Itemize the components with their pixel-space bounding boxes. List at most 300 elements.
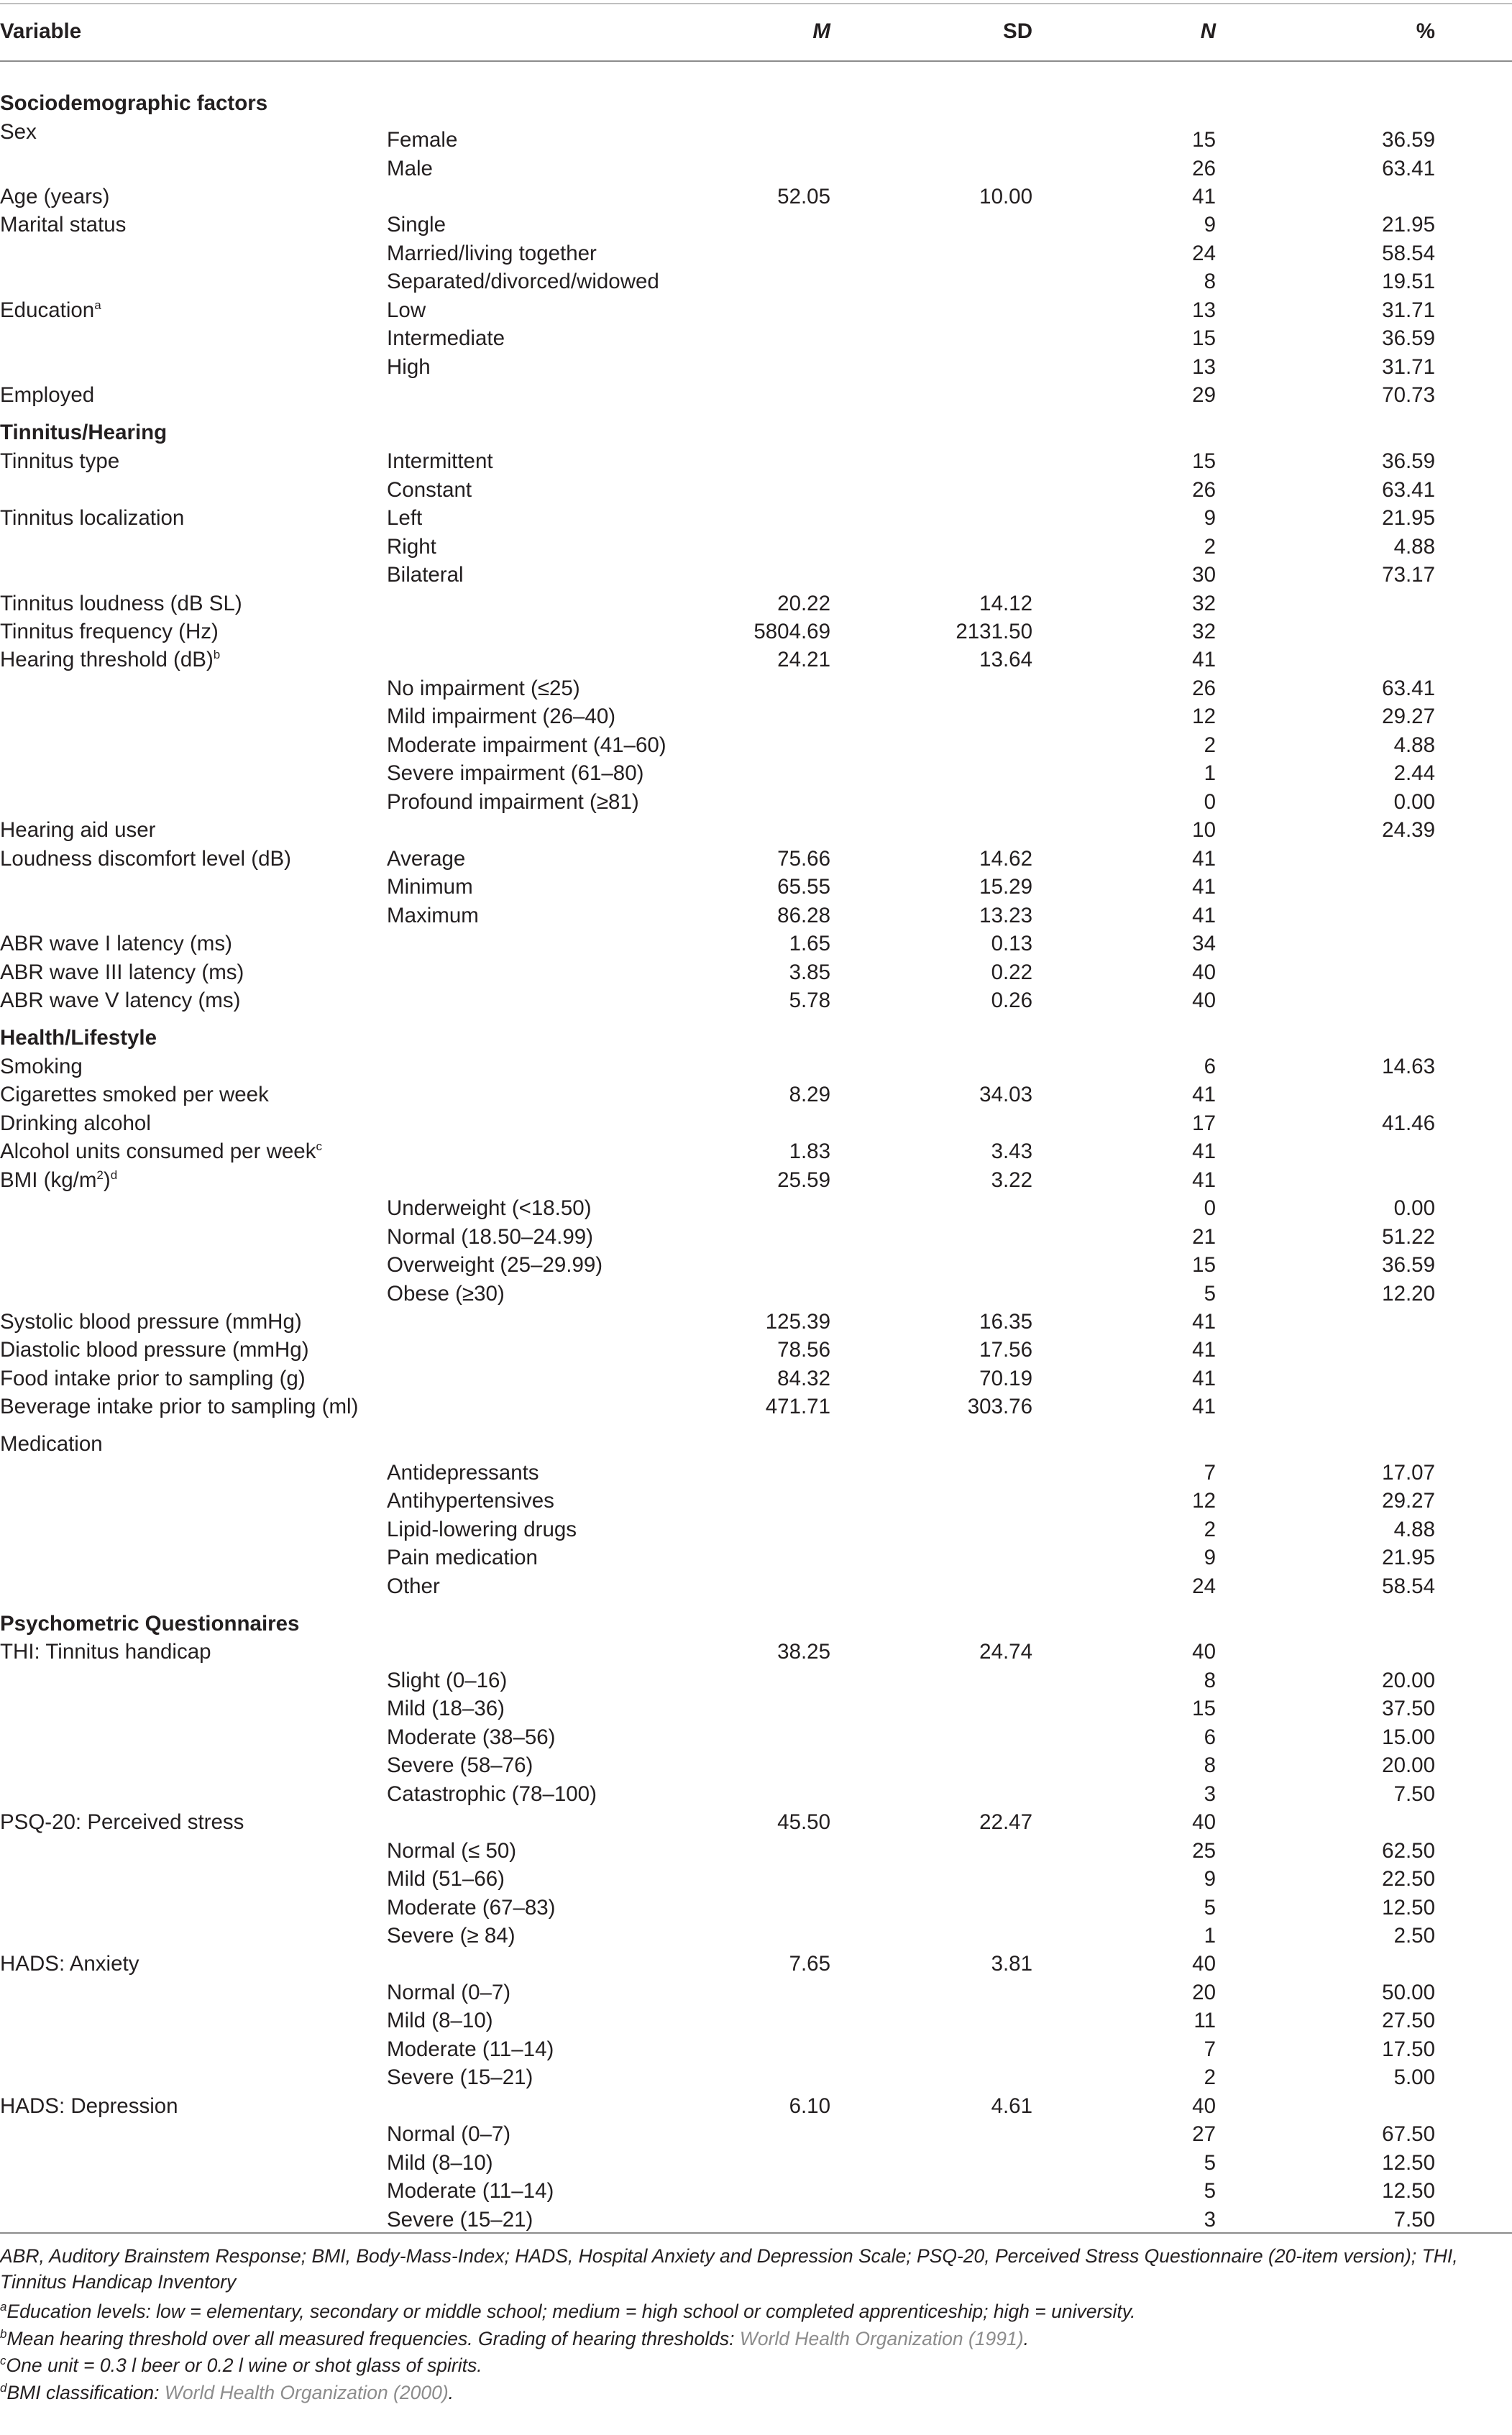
footnote-b-text: Mean hearing threshold over all measured frequencies. Grading of hearing thresholds: bbox=[6, 2328, 740, 2349]
table-row bbox=[0, 155, 1512, 183]
sd-cell: 15.29 bbox=[979, 875, 1032, 899]
table-row bbox=[0, 1695, 1512, 1723]
section-title bbox=[0, 89, 267, 118]
percent-cell: 12.50 bbox=[1382, 2151, 1435, 2175]
table-row bbox=[0, 1572, 1512, 1601]
variable-label: ABR wave V latency (ms) bbox=[0, 989, 241, 1012]
n-cell: 15 bbox=[1192, 1697, 1216, 1720]
variable-label: Hearing aid user bbox=[0, 818, 156, 842]
mean-cell: 1.65 bbox=[789, 932, 830, 955]
mean-cell: 8.29 bbox=[789, 1083, 830, 1106]
percent-cell: 62.50 bbox=[1382, 1839, 1435, 1863]
variable-cell bbox=[0, 1053, 83, 1081]
percent-cell: 58.54 bbox=[1382, 1574, 1435, 1598]
category-cell: Separated/divorced/widowed bbox=[387, 270, 659, 293]
table-row bbox=[0, 1922, 1512, 1950]
variable-cell bbox=[0, 1109, 151, 1138]
table-row bbox=[0, 1780, 1512, 1809]
table-row bbox=[0, 1950, 1512, 1978]
percent-cell: 12.20 bbox=[1382, 1282, 1435, 1306]
percent-cell: 4.88 bbox=[1393, 1518, 1435, 1541]
percent-cell: 36.59 bbox=[1382, 128, 1435, 152]
category-cell: Female bbox=[387, 128, 458, 152]
table-row bbox=[0, 2206, 1512, 2234]
n-cell: 40 bbox=[1192, 989, 1216, 1012]
category-cell: Average bbox=[387, 847, 466, 871]
header-rule bbox=[0, 60, 1512, 62]
header-n: N bbox=[1200, 19, 1216, 43]
n-cell: 41 bbox=[1192, 1395, 1216, 1418]
category-cell: Pain medication bbox=[387, 1546, 538, 1569]
n-cell: 41 bbox=[1192, 904, 1216, 927]
n-cell: 32 bbox=[1192, 592, 1216, 615]
percent-cell: 31.71 bbox=[1382, 355, 1435, 379]
n-cell: 7 bbox=[1204, 2037, 1216, 2061]
variable-cell bbox=[0, 816, 155, 845]
category-cell: Male bbox=[387, 157, 433, 180]
footnote-b-mark: b bbox=[0, 2327, 7, 2342]
table-row bbox=[0, 2063, 1512, 2092]
variable-label: Medication bbox=[0, 1432, 103, 1456]
table-row bbox=[0, 1751, 1512, 1780]
category-cell: Mild (51–66) bbox=[387, 1867, 505, 1891]
percent-cell: 20.00 bbox=[1382, 1669, 1435, 1692]
table-row bbox=[0, 1393, 1512, 1421]
table-row bbox=[0, 1894, 1512, 1922]
variable-label: HADS: Depression bbox=[0, 2094, 178, 2118]
n-cell: 41 bbox=[1192, 1367, 1216, 1390]
section-title bbox=[0, 1024, 157, 1053]
mean-cell: 6.10 bbox=[789, 2094, 830, 2118]
n-cell: 26 bbox=[1192, 677, 1216, 700]
table-row bbox=[0, 2177, 1512, 2206]
category-cell: Severe (15–21) bbox=[387, 2065, 533, 2089]
category-cell: Severe impairment (61–80) bbox=[387, 761, 644, 785]
footnote-d-mark: d bbox=[0, 2381, 7, 2395]
percent-cell: 0.00 bbox=[1393, 1196, 1435, 1220]
n-cell: 3 bbox=[1204, 1782, 1216, 1806]
mean-cell: 1.83 bbox=[789, 1139, 830, 1163]
table-row bbox=[0, 211, 1512, 239]
footnote-d-text: BMI classification: bbox=[6, 2382, 165, 2403]
percent-cell: 70.73 bbox=[1382, 383, 1435, 407]
category-cell: Moderate (11–14) bbox=[387, 2179, 554, 2203]
table-row bbox=[0, 731, 1512, 760]
table-row bbox=[0, 2007, 1512, 2035]
variable-label: Food intake prior to sampling (g) bbox=[0, 1367, 306, 1390]
category-cell: Other bbox=[387, 1574, 440, 1598]
variable-label-end: ) bbox=[103, 1168, 111, 1192]
category-cell: Maximum bbox=[387, 904, 479, 927]
variable-label: Tinnitus/Hearing bbox=[0, 421, 168, 444]
variable-label: Alcohol units consumed per week bbox=[0, 1139, 316, 1163]
n-cell: 15 bbox=[1192, 326, 1216, 350]
table-row bbox=[0, 1978, 1512, 2007]
table-row bbox=[0, 2120, 1512, 2149]
variable-cell bbox=[0, 296, 101, 325]
percent-cell: 29.27 bbox=[1382, 705, 1435, 728]
section-title bbox=[0, 418, 167, 447]
table-row bbox=[0, 759, 1512, 788]
table-row bbox=[0, 1865, 1512, 1894]
category-cell: No impairment (≤25) bbox=[387, 677, 580, 700]
n-cell: 13 bbox=[1192, 298, 1216, 322]
footnote-d bbox=[0, 2380, 1510, 2406]
table-row bbox=[0, 1166, 1512, 1195]
category-cell: Catastrophic (78–100) bbox=[387, 1782, 597, 1806]
variable-cell bbox=[0, 646, 220, 674]
table-top-rule bbox=[0, 3, 1512, 4]
n-cell: 8 bbox=[1204, 270, 1216, 293]
variable-cell bbox=[0, 1365, 306, 1393]
variable-label: Cigarettes smoked per week bbox=[0, 1083, 269, 1106]
n-cell: 13 bbox=[1192, 355, 1216, 379]
variable-cell bbox=[0, 1950, 139, 1978]
n-cell: 34 bbox=[1192, 932, 1216, 955]
n-cell: 0 bbox=[1204, 790, 1216, 814]
n-cell: 41 bbox=[1192, 1083, 1216, 1106]
table-row bbox=[0, 986, 1512, 1015]
variable-label: PSQ-20: Perceived stress bbox=[0, 1810, 244, 1834]
category-cell: Mild (8–10) bbox=[387, 2151, 493, 2175]
mean-cell: 24.21 bbox=[777, 648, 830, 671]
sd-cell: 303.76 bbox=[967, 1395, 1032, 1418]
category-cell: High bbox=[387, 355, 431, 379]
category-cell: Normal (≤ 50) bbox=[387, 1839, 517, 1863]
n-cell: 24 bbox=[1192, 242, 1216, 265]
percent-cell: 63.41 bbox=[1382, 157, 1435, 180]
section-title bbox=[0, 1610, 299, 1638]
percent-cell: 2.50 bbox=[1393, 1924, 1435, 1948]
percent-cell: 31.71 bbox=[1382, 298, 1435, 322]
sd-cell: 3.81 bbox=[991, 1952, 1032, 1976]
mean-cell: 5804.69 bbox=[753, 620, 830, 643]
percent-cell: 51.22 bbox=[1382, 1225, 1435, 1249]
table-row bbox=[0, 902, 1512, 930]
category-cell: Severe (15–21) bbox=[387, 2208, 533, 2232]
sd-cell: 0.22 bbox=[991, 960, 1032, 984]
header-mean: M bbox=[812, 19, 830, 43]
table-row bbox=[0, 2149, 1512, 2178]
variable-cell bbox=[0, 1308, 302, 1336]
variable-label: ABR wave III latency (ms) bbox=[0, 960, 244, 984]
percent-cell: 37.50 bbox=[1382, 1697, 1435, 1720]
sd-cell: 0.13 bbox=[991, 932, 1032, 955]
variable-label: Tinnitus type bbox=[0, 449, 120, 473]
table-row bbox=[0, 1430, 1512, 1459]
variable-label: Psychometric Questionnaires bbox=[0, 1612, 300, 1636]
percent-cell: 21.95 bbox=[1382, 1546, 1435, 1569]
n-cell: 29 bbox=[1192, 383, 1216, 407]
table-row bbox=[0, 561, 1512, 590]
header-sd: SD bbox=[1003, 19, 1032, 43]
variable-label: Age (years) bbox=[0, 185, 110, 208]
footnote-c bbox=[0, 2352, 1510, 2378]
footnote-b-end: . bbox=[1023, 2328, 1029, 2349]
n-cell: 17 bbox=[1192, 1111, 1216, 1135]
table-row bbox=[0, 1837, 1512, 1866]
percent-cell: 0.00 bbox=[1393, 790, 1435, 814]
sd-cell: 13.23 bbox=[979, 904, 1032, 927]
n-cell: 2 bbox=[1204, 535, 1216, 559]
table-row bbox=[0, 1544, 1512, 1572]
table-row bbox=[0, 702, 1512, 731]
percent-cell: 5.00 bbox=[1393, 2065, 1435, 2089]
category-cell: Antihypertensives bbox=[387, 1489, 554, 1513]
n-cell: 26 bbox=[1192, 157, 1216, 180]
variable-cell bbox=[0, 590, 242, 618]
category-cell: Obese (≥30) bbox=[387, 1282, 505, 1306]
table-row bbox=[0, 447, 1512, 476]
n-cell: 41 bbox=[1192, 847, 1216, 871]
n-cell: 11 bbox=[1193, 2009, 1216, 2032]
footnote-b-reference-link[interactable]: World Health Organization (1991) bbox=[739, 2328, 1024, 2349]
n-cell: 9 bbox=[1204, 506, 1216, 530]
n-cell: 20 bbox=[1192, 1981, 1216, 2004]
n-cell: 40 bbox=[1192, 1810, 1216, 1834]
mean-cell: 25.59 bbox=[777, 1168, 830, 1192]
footnote-a-mark: a bbox=[0, 2300, 7, 2314]
variable-label: Employed bbox=[0, 383, 95, 407]
n-cell: 15 bbox=[1192, 1253, 1216, 1277]
percent-cell: 50.00 bbox=[1382, 1981, 1435, 2004]
percent-cell: 14.63 bbox=[1382, 1055, 1435, 1078]
table-row bbox=[0, 674, 1512, 703]
section-header-row bbox=[0, 89, 1512, 118]
sd-cell: 3.22 bbox=[991, 1168, 1032, 1192]
sd-cell: 22.47 bbox=[979, 1810, 1032, 1834]
table-row bbox=[0, 1223, 1512, 1252]
footnote-b bbox=[0, 2326, 1510, 2352]
variable-cell bbox=[0, 958, 244, 987]
table-row bbox=[0, 296, 1512, 325]
table-row bbox=[0, 504, 1512, 533]
variable-cell bbox=[0, 211, 126, 239]
percent-cell: 21.95 bbox=[1382, 506, 1435, 530]
table-row bbox=[0, 353, 1512, 382]
percent-cell: 15.00 bbox=[1382, 1725, 1435, 1749]
footnote-marker: d bbox=[110, 1168, 118, 1183]
n-cell: 41 bbox=[1192, 185, 1216, 208]
percent-cell: 36.59 bbox=[1382, 326, 1435, 350]
n-cell: 25 bbox=[1192, 1839, 1216, 1863]
table-row bbox=[0, 476, 1512, 505]
percent-cell: 7.50 bbox=[1393, 2208, 1435, 2232]
sd-cell: 3.43 bbox=[991, 1139, 1032, 1163]
n-cell: 32 bbox=[1192, 620, 1216, 643]
variable-label: Tinnitus loudness (dB SL) bbox=[0, 592, 242, 615]
table-row bbox=[0, 1053, 1512, 1081]
n-cell: 24 bbox=[1192, 1574, 1216, 1598]
mean-cell: 38.25 bbox=[777, 1640, 830, 1664]
n-cell: 2 bbox=[1204, 2065, 1216, 2089]
mean-cell: 125.39 bbox=[765, 1310, 830, 1334]
n-cell: 2 bbox=[1204, 1518, 1216, 1541]
percent-cell: 36.59 bbox=[1382, 449, 1435, 473]
table-row bbox=[0, 1808, 1512, 1837]
table-row bbox=[0, 1137, 1512, 1166]
n-cell: 10 bbox=[1192, 818, 1216, 842]
category-cell: Antidepressants bbox=[387, 1461, 539, 1485]
n-cell: 40 bbox=[1192, 2094, 1216, 2118]
sd-cell: 17.56 bbox=[979, 1338, 1032, 1362]
sd-cell: 14.62 bbox=[979, 847, 1032, 871]
n-cell: 40 bbox=[1192, 1640, 1216, 1664]
section-header-row bbox=[0, 1024, 1512, 1053]
variable-label: Loudness discomfort level (dB) bbox=[0, 847, 291, 871]
variable-cell bbox=[0, 1808, 244, 1837]
table-row bbox=[0, 1280, 1512, 1308]
table-row bbox=[0, 590, 1512, 618]
variable-label: Health/Lifestyle bbox=[0, 1026, 157, 1050]
percent-cell: 41.46 bbox=[1382, 1111, 1435, 1135]
category-cell: Severe (58–76) bbox=[387, 1753, 533, 1777]
variable-cell bbox=[0, 183, 109, 211]
mean-cell: 7.65 bbox=[789, 1952, 830, 1976]
mean-cell: 3.85 bbox=[789, 960, 830, 984]
percent-cell: 4.88 bbox=[1393, 733, 1435, 757]
percent-cell: 67.50 bbox=[1382, 2122, 1435, 2146]
sd-cell: 2131.50 bbox=[956, 620, 1032, 643]
n-cell: 41 bbox=[1192, 1139, 1216, 1163]
category-cell: Single bbox=[387, 213, 446, 237]
variable-cell bbox=[0, 1137, 322, 1166]
sd-cell: 16.35 bbox=[979, 1310, 1032, 1334]
mean-cell: 471.71 bbox=[765, 1395, 830, 1418]
n-cell: 3 bbox=[1204, 2208, 1216, 2232]
mean-cell: 86.28 bbox=[777, 904, 830, 927]
sd-cell: 24.74 bbox=[979, 1640, 1032, 1664]
category-cell: Mild (18–36) bbox=[387, 1697, 505, 1720]
table-row bbox=[0, 873, 1512, 902]
percent-cell: 29.27 bbox=[1382, 1489, 1435, 1513]
table-row bbox=[0, 1251, 1512, 1280]
table-row bbox=[0, 1081, 1512, 1109]
n-cell: 5 bbox=[1204, 1896, 1216, 1920]
variable-cell bbox=[0, 1393, 358, 1421]
percent-cell: 58.54 bbox=[1382, 242, 1435, 265]
percent-cell: 12.50 bbox=[1382, 1896, 1435, 1920]
sd-cell: 0.26 bbox=[991, 989, 1032, 1012]
percent-cell: 17.07 bbox=[1382, 1461, 1435, 1485]
table-row bbox=[0, 1666, 1512, 1695]
sd-cell: 34.03 bbox=[979, 1083, 1032, 1106]
mean-cell: 84.32 bbox=[777, 1367, 830, 1390]
percent-cell: 63.41 bbox=[1382, 478, 1435, 502]
footnote-c-text: One unit = 0.3 l beer or 0.2 l wine or shot glass of spirits. bbox=[6, 2354, 482, 2376]
variable-label: Beverage intake prior to sampling (ml) bbox=[0, 1395, 359, 1418]
footnote-d-reference-link[interactable]: World Health Organization (2000) bbox=[164, 2382, 449, 2403]
section-header-row bbox=[0, 418, 1512, 447]
variable-label: Tinnitus localization bbox=[0, 506, 185, 530]
n-cell: 1 bbox=[1204, 1924, 1216, 1948]
category-cell: Underweight (<18.50) bbox=[387, 1196, 592, 1220]
percent-cell: 24.39 bbox=[1382, 818, 1435, 842]
variable-cell bbox=[0, 381, 94, 410]
percent-cell: 2.44 bbox=[1393, 761, 1435, 785]
variable-cell bbox=[0, 618, 219, 646]
category-cell: Lipid-lowering drugs bbox=[387, 1518, 577, 1541]
footnote-d-end: . bbox=[448, 2382, 454, 2403]
mean-cell: 75.66 bbox=[777, 847, 830, 871]
variable-cell bbox=[0, 1336, 309, 1365]
sd-cell: 13.64 bbox=[979, 648, 1032, 671]
n-cell: 8 bbox=[1204, 1669, 1216, 1692]
category-cell: Overweight (25–29.99) bbox=[387, 1253, 603, 1277]
variable-label: Education bbox=[0, 298, 95, 322]
table-bottom-rule bbox=[0, 2232, 1512, 2234]
table-row bbox=[0, 267, 1512, 296]
footnote-a bbox=[0, 2298, 1510, 2324]
footnote-abbreviations: ABR, Auditory Brainstem Response; BMI, Body-Mass-Index; HADS, Hospital Anxiety and Depression Scale; PSQ-20, Perceived Stress Questionnaire (20-item version); THI, Tinnitus Handicap Inventory bbox=[0, 2245, 1458, 2293]
variable-cell bbox=[0, 1430, 103, 1459]
table-row bbox=[0, 2092, 1512, 2121]
header-percent: % bbox=[1416, 19, 1435, 43]
table-row bbox=[0, 2035, 1512, 2064]
category-cell: Normal (18.50–24.99) bbox=[387, 1225, 593, 1249]
table-row bbox=[0, 239, 1512, 268]
table-row bbox=[0, 816, 1512, 845]
table-row bbox=[0, 788, 1512, 817]
mean-cell: 65.55 bbox=[777, 875, 830, 899]
table-row bbox=[0, 930, 1512, 958]
category-cell: Intermediate bbox=[387, 326, 505, 350]
n-cell: 41 bbox=[1192, 1310, 1216, 1334]
category-cell: Intermittent bbox=[387, 449, 493, 473]
n-cell: 7 bbox=[1204, 1461, 1216, 1485]
n-cell: 27 bbox=[1192, 2122, 1216, 2146]
category-cell: Profound impairment (≥81) bbox=[387, 790, 639, 814]
n-cell: 41 bbox=[1192, 1338, 1216, 1362]
variable-label: Marital status bbox=[0, 213, 127, 237]
variable-label: Sociodemographic factors bbox=[0, 91, 268, 115]
variable-label: HADS: Anxiety bbox=[0, 1952, 139, 1976]
sd-cell: 10.00 bbox=[979, 185, 1032, 208]
percent-cell: 20.00 bbox=[1382, 1753, 1435, 1777]
percent-cell: 22.50 bbox=[1382, 1867, 1435, 1891]
sd-cell: 4.61 bbox=[991, 2094, 1032, 2118]
sd-cell: 14.12 bbox=[979, 592, 1032, 615]
n-cell: 9 bbox=[1204, 213, 1216, 237]
percent-cell: 63.41 bbox=[1382, 677, 1435, 700]
footnote-a-text: Education levels: low = elementary, secondary or middle school; medium = high school or completed apprenticeship; high = university. bbox=[6, 2301, 1136, 2322]
table-row bbox=[0, 1336, 1512, 1365]
variable-label: Sex bbox=[0, 120, 37, 144]
variable-label: ABR wave I latency (ms) bbox=[0, 932, 232, 955]
n-cell: 9 bbox=[1204, 1867, 1216, 1891]
variable-cell bbox=[0, 447, 119, 476]
category-cell: Moderate impairment (41–60) bbox=[387, 733, 666, 757]
footnote-marker: c bbox=[316, 1139, 322, 1154]
percent-cell: 7.50 bbox=[1393, 1782, 1435, 1806]
table-row bbox=[0, 381, 1512, 410]
table-row bbox=[0, 1365, 1512, 1393]
variable-cell bbox=[0, 504, 184, 533]
table-row bbox=[0, 618, 1512, 646]
variable-cell bbox=[0, 1166, 117, 1195]
variable-label: Hearing threshold (dB) bbox=[0, 648, 214, 671]
table-row bbox=[0, 1308, 1512, 1336]
table-header-row bbox=[0, 17, 1512, 46]
category-cell: Minimum bbox=[387, 875, 473, 899]
n-cell: 41 bbox=[1192, 1168, 1216, 1192]
table-row bbox=[0, 126, 1512, 155]
n-cell: 8 bbox=[1204, 1753, 1216, 1777]
mean-cell: 52.05 bbox=[777, 185, 830, 208]
percent-cell: 27.50 bbox=[1382, 2009, 1435, 2032]
table-row bbox=[0, 1638, 1512, 1666]
percent-cell: 21.95 bbox=[1382, 213, 1435, 237]
